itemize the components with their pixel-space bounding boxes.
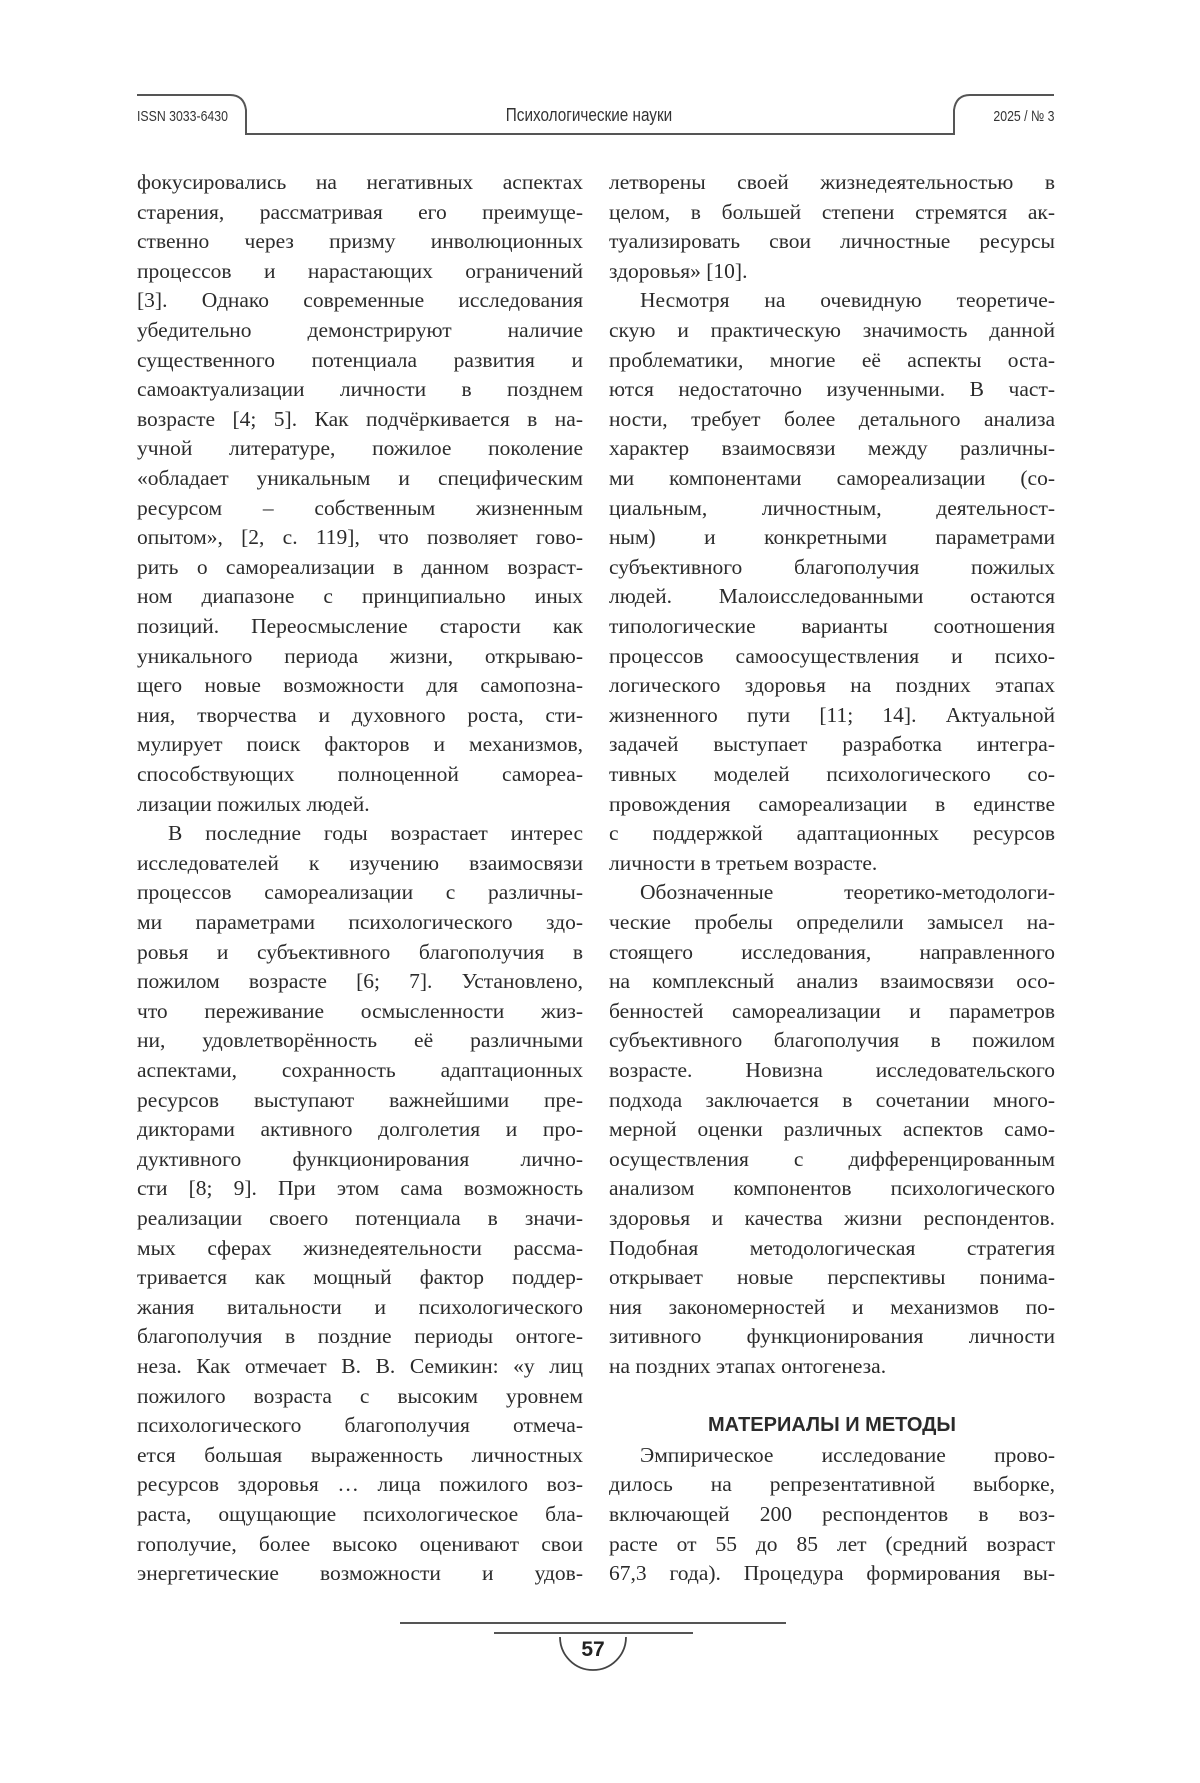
text-line: процессов и нарастающих ограничений: [137, 257, 583, 287]
text-line: мулирует поиск факторов и механизмов,: [137, 730, 583, 760]
text-line: включающей 200 респондентов в воз-: [609, 1500, 1055, 1530]
text-line: зитивного функционирования личности: [609, 1322, 1055, 1352]
text-line: характер взаимосвязи между различны-: [609, 434, 1055, 464]
text-line: Эмпирическое исследование прово-: [640, 1441, 1055, 1471]
text-line: [3]. Однако современные исследования: [137, 286, 583, 316]
right-column: [609, 0, 1055, 1783]
text-line: стоящего исследования, направленного: [609, 938, 1055, 968]
section-heading: МАТЕРИАЛЫ И МЕТОДЫ: [609, 1411, 1055, 1441]
text-line: тривается как мощный фактор поддер-: [137, 1263, 583, 1293]
text-line: тивных моделей психологического со-: [609, 760, 1055, 790]
text-line: субъективного благополучия в пожилом: [609, 1026, 1055, 1056]
text-line: личности в третьем возрасте.: [609, 849, 1055, 879]
text-line: дуктивного функционирования лично-: [137, 1145, 583, 1175]
text-line: дилось на репрезентативной выборке,: [609, 1470, 1055, 1500]
text-line: бенностей самореализации и параметров: [609, 997, 1055, 1027]
text-line: летворены своей жизнедеятельностью в: [609, 168, 1055, 198]
text-line: мых сферах жизнедеятельности рассма-: [137, 1234, 583, 1264]
text-line: ются недостаточно изученными. В част-: [609, 375, 1055, 405]
text-line: жизненного пути [11; 14]. Актуальной: [609, 701, 1055, 731]
left-column: [137, 0, 583, 1783]
text-line: ми компонентами самореализации (со-: [609, 464, 1055, 494]
text-line: ровья и субъективного благополучия в: [137, 938, 583, 968]
text-line: лизации пожилых людей.: [137, 790, 583, 820]
text-line: скую и практическую значимость данной: [609, 316, 1055, 346]
text-line: позиций. Переосмысление старости как: [137, 612, 583, 642]
text-line: пожилого возраста с высоким уровнем: [137, 1382, 583, 1412]
text-line: с поддержкой адаптационных ресурсов: [609, 819, 1055, 849]
text-line: способствующих полноценной самореа-: [137, 760, 583, 790]
text-line: ресурсов выступают важнейшими пре-: [137, 1086, 583, 1116]
text-line: реализации своего потенциала в значи-: [137, 1204, 583, 1234]
text-line: ния закономерностей и механизмов по-: [609, 1293, 1055, 1323]
text-line: людей. Малоисследованными остаются: [609, 582, 1055, 612]
text-line: задачей выступает разработка интегра-: [609, 730, 1055, 760]
text-line: ческие пробелы определили замысел на-: [609, 908, 1055, 938]
text-line: возрасте. Новизна исследовательского: [609, 1056, 1055, 1086]
text-line: ресурсов здоровья … лица пожилого воз-: [137, 1470, 583, 1500]
text-line: здоровья и качества жизни респондентов.: [609, 1204, 1055, 1234]
text-line: на комплексный анализ взаимосвязи осо-: [609, 967, 1055, 997]
text-line: самоактуализации личности в позднем: [137, 375, 583, 405]
journal-title: Психологические науки: [506, 105, 672, 126]
text-line: старения, рассматривая его преимуще-: [137, 198, 583, 228]
text-line: 67,3 года). Процедура формирования вы-: [609, 1559, 1055, 1589]
text-line: существенного потенциала развития и: [137, 346, 583, 376]
text-line: аспектами, сохранность адаптационных: [137, 1056, 583, 1086]
text-line: сти [8; 9]. При этом сама возможность: [137, 1174, 583, 1204]
text-line: исследователей к изучению взаимосвязи: [137, 849, 583, 879]
text-line: энергетические возможности и удов-: [137, 1559, 583, 1589]
text-line: целом, в большей степени стремятся ак-: [609, 198, 1055, 228]
text-line: рить о самореализации в данном возраст-: [137, 553, 583, 583]
text-line: раста, ощущающие психологическое бла-: [137, 1500, 583, 1530]
text-line: ным) и конкретными параметрами: [609, 523, 1055, 553]
text-line: провождения самореализации в единстве: [609, 790, 1055, 820]
text-line: на поздних этапах онтогенеза.: [609, 1352, 1055, 1382]
text-line: ется большая выраженность личностных: [137, 1441, 583, 1471]
text-line: В последние годы возрастает интерес: [168, 819, 583, 849]
text-line: туализировать свои личностные ресурсы: [609, 227, 1055, 257]
text-line: пожилом возрасте [6; 7]. Установлено,: [137, 967, 583, 997]
text-line: убедительно демонстрируют наличие: [137, 316, 583, 346]
text-line: здоровья» [10].: [609, 257, 1055, 287]
text-line: субъективного благополучия пожилых: [609, 553, 1055, 583]
text-line: расте от 55 до 85 лет (средний возраст: [609, 1530, 1055, 1560]
text-line: ности, требует более детального анализа: [609, 405, 1055, 435]
text-line: типологические варианты соотношения: [609, 612, 1055, 642]
text-line: что переживание осмысленности жиз-: [137, 997, 583, 1027]
text-line: ном диапазоне с принципиально иных: [137, 582, 583, 612]
text-line: фокусировались на негативных аспектах: [137, 168, 583, 198]
text-line: анализом компонентов психологического: [609, 1174, 1055, 1204]
text-line: «обладает уникальным и специфическим: [137, 464, 583, 494]
text-line: уникального периода жизни, открываю-: [137, 642, 583, 672]
text-line: логического здоровья на поздних этапах: [609, 671, 1055, 701]
text-line: жания витальности и психологического: [137, 1293, 583, 1323]
text-line: психологического благополучия отмеча-: [137, 1411, 583, 1441]
text-line: Обозначенные теоретико-методологи-: [640, 878, 1055, 908]
text-line: осуществления с дифференцированным: [609, 1145, 1055, 1175]
text-line: щего новые возможности для самопозна-: [137, 671, 583, 701]
page-number: 57: [581, 1638, 604, 1662]
text-line: подхода заключается в сочетании много-: [609, 1086, 1055, 1116]
issue-number: 2025 / № 3: [993, 108, 1054, 125]
text-line: благополучия в поздние периоды онтоге-: [137, 1322, 583, 1352]
text-line: циальным, личностным, деятельност-: [609, 494, 1055, 524]
text-line: дикторами активного долголетия и про-: [137, 1115, 583, 1145]
text-line: Несмотря на очевидную теоретиче-: [640, 286, 1055, 316]
text-line: возрасте [4; 5]. Как подчёркивается в на-: [137, 405, 583, 435]
text-line: открывает новые перспективы понима-: [609, 1263, 1055, 1293]
text-line: ния, творчества и духовного роста, сти-: [137, 701, 583, 731]
text-line: гополучие, более высоко оценивают свои: [137, 1530, 583, 1560]
text-line: процессов самореализации с различны-: [137, 878, 583, 908]
text-line: опытом», [2, с. 119], что позволяет гово-: [137, 523, 583, 553]
text-line: ни, удовлетворённость её различными: [137, 1026, 583, 1056]
text-line: Подобная методологическая стратегия: [609, 1234, 1055, 1264]
text-line: ресурсом – собственным жизненным: [137, 494, 583, 524]
text-line: процессов самоосуществления и психо-: [609, 642, 1055, 672]
text-line: мерной оценки различных аспектов само-: [609, 1115, 1055, 1145]
text-line: учной литературе, пожилое поколение: [137, 434, 583, 464]
issn: ISSN 3033-6430: [137, 108, 228, 125]
text-line: ственно через призму инволюционных: [137, 227, 583, 257]
text-line: ми параметрами психологического здо-: [137, 908, 583, 938]
text-line: проблематики, многие её аспекты оста-: [609, 346, 1055, 376]
text-line: неза. Как отмечает В. В. Семикин: «у лиц: [137, 1352, 583, 1382]
